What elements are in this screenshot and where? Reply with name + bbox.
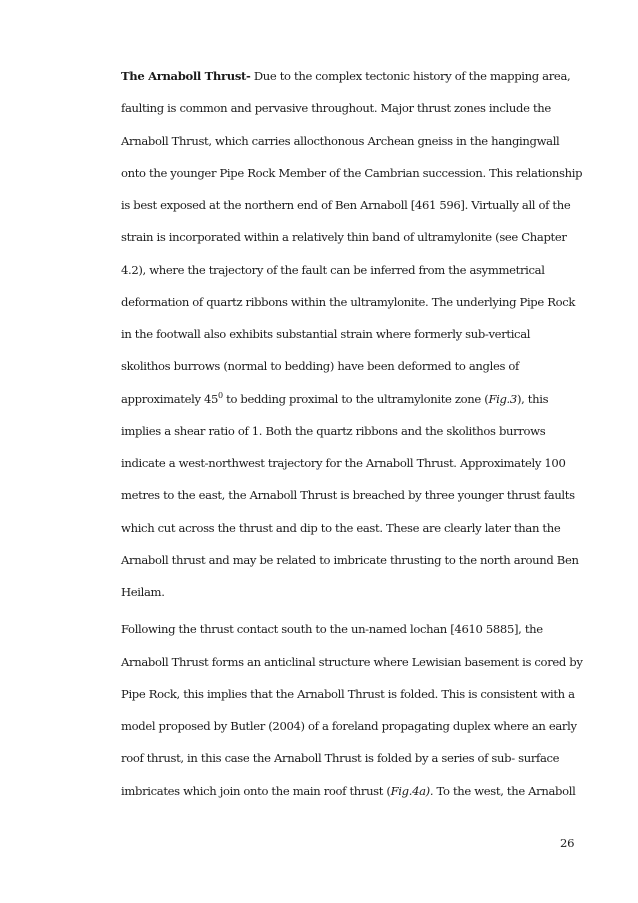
text-line: in the footwall also exhibits substantial strain where formerly sub-vertical <box>121 327 531 341</box>
text-line: faulting is common and pervasive throughout. Major thrust zones include the <box>121 101 551 116</box>
text-line: skolithos burrows (normal to bedding) have been deformed to angles of <box>121 359 519 374</box>
text-line: metres to the east, the Arnaboll Thrust is breached by three younger thrust faults <box>121 488 575 503</box>
text-line: Arnaboll Thrust forms an anticlinal structure where Lewisian basement is cored by <box>121 654 583 669</box>
superscript-degree: 0 <box>218 390 223 400</box>
text-span: imbricates which join onto the main roof thrust ( <box>121 783 391 798</box>
text-span: to bedding proximal to the ultramylonite zone ( <box>222 391 489 406</box>
text-line <box>121 70 581 83</box>
text-line: model proposed by Butler (2004) of a foreland propagating duplex where an early <box>121 719 577 733</box>
page-number: 26 <box>560 836 575 850</box>
paragraph-following-thrust-contact <box>121 623 581 797</box>
text-line: Arnaboll thrust and may be related to imbricate thrusting to the north around Ben <box>121 552 579 567</box>
text-line: roof thrust, in this case the Arnaboll Thrust is folded by a series of sub- surface <box>121 751 560 766</box>
text-line: implies a shear ratio of 1. Both the quartz ribbons and the skolithos burrows <box>121 423 546 438</box>
text-line: Heilam. <box>121 585 165 599</box>
text-span: To the west, the Arnaboll <box>433 783 576 798</box>
section-heading: The Arnaboll Thrust- <box>121 69 251 83</box>
text-span: approximately 45 <box>121 391 219 406</box>
text-line: which cut across the thrust and dip to the east. These are clearly later than the <box>121 520 561 535</box>
text-line <box>121 785 581 798</box>
text-line: 4.2), where the trajectory of the fault can be inferred from the asymmetrical <box>121 262 545 277</box>
text-line: deformation of quartz ribbons within the ultramylonite. The underlying Pipe Rock <box>121 294 576 309</box>
text-line: Arnaboll Thrust, which carries allocthonous Archean gneiss in the hangingwall <box>121 133 560 148</box>
text-line: Pipe Rock, this implies that the Arnaboll Thrust is folded. This is consistent with a <box>121 686 575 701</box>
text-line: strain is incorporated within a relatively thin band of ultramylonite (see Chapter <box>121 230 567 245</box>
body-text <box>121 70 581 817</box>
text-span: Due to the complex tectonic history of the mapping area, <box>250 69 571 83</box>
figure-reference: Fig.4a). <box>390 783 434 798</box>
text-line: Following the thrust contact south to the un-named lochan [4610 5885], the <box>121 622 543 637</box>
text-span: ), this <box>516 391 549 406</box>
text-line: is best exposed at the northern end of Ben Arnaboll [461 596]. Virtually all of the <box>121 198 571 212</box>
text-line: onto the younger Pipe Rock Member of the Cambrian succession. This relationship <box>121 165 583 180</box>
figure-reference: Fig.3 <box>488 391 517 406</box>
text-line: indicate a west-northwest trajectory for the Arnaboll Thrust. Approximately 100 <box>121 456 566 470</box>
text-line <box>121 390 581 406</box>
paragraph-arnaboll-thrust <box>121 70 581 599</box>
